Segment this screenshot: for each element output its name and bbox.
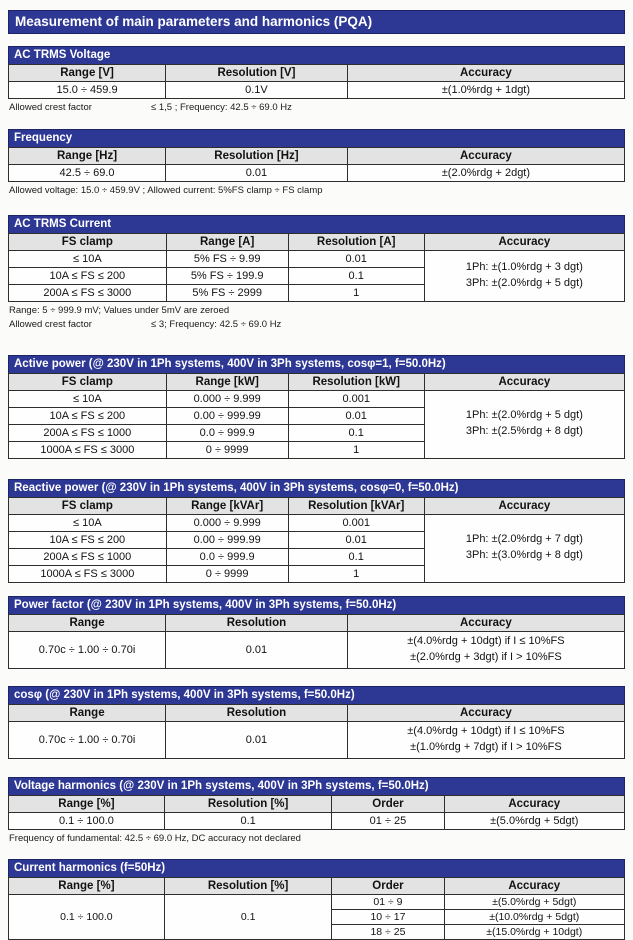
- section-current-harmonics: [8, 859, 625, 940]
- footnote: Allowed voltage: 15.0 ÷ 459.9V ; Allowed current: 5%FS clamp ÷ FS clamp: [9, 185, 323, 197]
- cell-fs-clamp: ≤ 10A: [9, 250, 167, 267]
- col-header-accuracy: Accuracy: [424, 497, 624, 514]
- cell-resolution-merged: 0.1: [164, 894, 332, 939]
- section-header-ac-trms-voltage: AC TRMS Voltage: [8, 46, 625, 64]
- cell-accuracy: ±(5.0%rdg + 5dgt): [444, 894, 625, 909]
- accuracy-1ph: 1Ph: ±(2.0%rdg + 5 dgt): [465, 409, 583, 422]
- accuracy-3ph: 3Ph: ±(3.0%rdg + 8 dgt): [465, 549, 583, 562]
- cell-range: 5% FS ÷ 199.9: [166, 267, 288, 284]
- section-power-factor: [8, 596, 625, 669]
- col-header-range: Range [%]: [9, 795, 165, 812]
- section-cos-phi: [8, 686, 625, 759]
- col-header-range: Range: [9, 704, 166, 721]
- col-header-accuracy: Accuracy: [424, 233, 624, 250]
- cell-order: 01 ÷ 25: [332, 812, 444, 829]
- cell-resolution: 0.1: [288, 424, 424, 441]
- col-header-order: Order: [332, 795, 444, 812]
- cell-resolution: 0.01: [288, 531, 424, 548]
- cell-range: 0.000 ÷ 9.999: [166, 514, 288, 531]
- accuracy-high-current: ±(1.0%rdg + 7dgt) if I > 10%FS: [410, 740, 562, 753]
- accuracy-low-current: ±(4.0%rdg + 10dgt) if I ≤ 10%FS: [407, 724, 565, 737]
- cell-accuracy-merged: [424, 250, 624, 301]
- table-row: [9, 721, 625, 758]
- cell-fs-clamp: ≤ 10A: [9, 514, 167, 531]
- col-header-accuracy: Accuracy: [347, 65, 624, 82]
- col-header-accuracy: Accuracy: [347, 614, 624, 631]
- col-header-accuracy: Accuracy: [424, 373, 624, 390]
- cell-fs-clamp: 200A ≤ FS ≤ 1000: [9, 424, 167, 441]
- section-header-voltage-harmonics: Voltage harmonics (@ 230V in 1Ph systems, 400V in 3Ph systems, f=50.0Hz): [8, 777, 625, 795]
- col-header-fs-clamp: FS clamp: [9, 373, 167, 390]
- section-header-ac-trms-current: AC TRMS Current: [8, 215, 625, 233]
- cell-range-merged: 0.1 ÷ 100.0: [9, 894, 165, 939]
- ac-trms-voltage-table: [8, 64, 625, 99]
- cell-resolution: 0.1V: [166, 82, 348, 99]
- cell-resolution: 1: [288, 284, 424, 301]
- cell-resolution: 0.01: [166, 165, 348, 182]
- col-header-resolution: Resolution: [166, 704, 348, 721]
- section-ac-trms-voltage: [8, 46, 625, 113]
- accuracy-1ph: 1Ph: ±(1.0%rdg + 3 dgt): [465, 260, 583, 273]
- footnote-value: ≤ 3; Frequency: 42.5 ÷ 69.0 Hz: [151, 319, 282, 331]
- col-header-resolution: Resolution [kVAr]: [288, 497, 424, 514]
- cell-order: 18 ÷ 25: [332, 924, 444, 939]
- cell-range: 0 ÷ 9999: [166, 441, 288, 458]
- col-header-range: Range [%]: [9, 877, 165, 894]
- cell-resolution: 0.1: [164, 812, 332, 829]
- cell-accuracy: ±(10.0%rdg + 5dgt): [444, 909, 625, 924]
- cell-accuracy: ±(5.0%rdg + 5dgt): [444, 812, 625, 829]
- section-header-reactive-power: Reactive power (@ 230V in 1Ph systems, 400V in 3Ph systems, cosφ=0, f=50.0Hz): [8, 479, 625, 497]
- col-header-range: Range [A]: [166, 233, 288, 250]
- col-header-fs-clamp: FS clamp: [9, 497, 167, 514]
- cell-resolution: 0.01: [288, 250, 424, 267]
- cell-order: 01 ÷ 9: [332, 894, 444, 909]
- cell-resolution: 0.01: [166, 721, 348, 758]
- section-header-power-factor: Power factor (@ 230V in 1Ph systems, 400V in 3Ph systems, f=50.0Hz): [8, 596, 625, 614]
- cell-range: 0.000 ÷ 9.999: [166, 390, 288, 407]
- section-header-frequency: Frequency: [8, 129, 625, 147]
- cell-accuracy: [347, 721, 624, 758]
- col-header-accuracy: Accuracy: [347, 148, 624, 165]
- cell-range: 0.0 ÷ 999.9: [166, 424, 288, 441]
- col-header-accuracy: Accuracy: [444, 877, 625, 894]
- current-harmonics-table: [8, 877, 625, 940]
- cell-range: 0.70c ÷ 1.00 ÷ 0.70i: [9, 721, 166, 758]
- cos-phi-table: [8, 704, 625, 759]
- reactive-power-table: [8, 497, 625, 583]
- cell-resolution: 1: [288, 565, 424, 582]
- accuracy-1ph: 1Ph: ±(2.0%rdg + 7 dgt): [465, 533, 583, 546]
- section-frequency: [8, 129, 625, 196]
- cell-resolution: 0.1: [288, 548, 424, 565]
- cell-resolution: 1: [288, 441, 424, 458]
- section-header-cos-phi: cosφ (@ 230V in 1Ph systems, 400V in 3Ph systems, f=50.0Hz): [8, 686, 625, 704]
- cell-fs-clamp: ≤ 10A: [9, 390, 167, 407]
- page-title: Measurement of main parameters and harmonics (PQA): [8, 10, 625, 34]
- table-row: [9, 514, 625, 531]
- section-ac-trms-current: [8, 215, 625, 331]
- voltage-harmonics-table: [8, 795, 625, 830]
- power-factor-table: [8, 614, 625, 669]
- cell-fs-clamp: 10A ≤ FS ≤ 200: [9, 267, 167, 284]
- col-header-resolution: Resolution [%]: [164, 877, 332, 894]
- cell-resolution: 0.1: [288, 267, 424, 284]
- cell-range: 0.00 ÷ 999.99: [166, 407, 288, 424]
- cell-accuracy-merged: [424, 514, 624, 582]
- cell-accuracy: ±(2.0%rdg + 2dgt): [347, 165, 624, 182]
- table-row: [9, 631, 625, 668]
- frequency-table: [8, 147, 625, 182]
- footnote: Range: 5 ÷ 999.9 mV; Values under 5mV are zeroed: [9, 304, 230, 316]
- cell-order: 10 ÷ 17: [332, 909, 444, 924]
- cell-range: 0 ÷ 9999: [166, 565, 288, 582]
- cell-fs-clamp: 10A ≤ FS ≤ 200: [9, 407, 167, 424]
- cell-fs-clamp: 10A ≤ FS ≤ 200: [9, 531, 167, 548]
- footnote-label: Allowed crest factor: [9, 102, 92, 113]
- cell-range: 15.0 ÷ 459.9: [9, 82, 166, 99]
- cell-range: 42.5 ÷ 69.0: [9, 165, 166, 182]
- section-header-active-power: Active power (@ 230V in 1Ph systems, 400V in 3Ph systems, cosφ=1, f=50.0Hz): [8, 355, 625, 373]
- footnote: Frequency of fundamental: 42.5 ÷ 69.0 Hz, DC accuracy not declared: [9, 832, 301, 844]
- cell-range: 0.70c ÷ 1.00 ÷ 0.70i: [9, 631, 166, 668]
- col-header-range: Range: [9, 614, 166, 631]
- cell-accuracy-merged: [424, 390, 624, 458]
- cell-resolution: 0.01: [288, 407, 424, 424]
- accuracy-3ph: 3Ph: ±(2.0%rdg + 5 dgt): [465, 276, 583, 289]
- footnote: [9, 319, 625, 330]
- footnote: [9, 102, 625, 113]
- cell-resolution: 0.001: [288, 514, 424, 531]
- section-active-power: [8, 355, 625, 459]
- accuracy-high-current: ±(2.0%rdg + 3dgt) if I > 10%FS: [410, 650, 562, 663]
- col-header-range: Range [V]: [9, 65, 166, 82]
- col-header-resolution: Resolution [V]: [166, 65, 348, 82]
- col-header-accuracy: Accuracy: [444, 795, 625, 812]
- table-row: [9, 82, 625, 99]
- ac-trms-current-table: [8, 233, 625, 302]
- accuracy-3ph: 3Ph: ±(2.5%rdg + 8 dgt): [465, 425, 583, 438]
- col-header-resolution: Resolution [A]: [288, 233, 424, 250]
- cell-range: 5% FS ÷ 9.99: [166, 250, 288, 267]
- col-header-resolution: Resolution [Hz]: [166, 148, 348, 165]
- section-reactive-power: [8, 479, 625, 583]
- footnote-value: ≤ 1,5 ; Frequency: 42.5 ÷ 69.0 Hz: [151, 102, 292, 113]
- section-voltage-harmonics: [8, 777, 625, 844]
- col-header-range: Range [Hz]: [9, 148, 166, 165]
- cell-range: 0.0 ÷ 999.9: [166, 548, 288, 565]
- cell-accuracy: ±(15.0%rdg + 10dgt): [444, 924, 625, 939]
- table-row: [9, 894, 625, 909]
- cell-resolution: 0.01: [166, 631, 348, 668]
- cell-fs-clamp: 200A ≤ FS ≤ 1000: [9, 548, 167, 565]
- cell-range: 0.00 ÷ 999.99: [166, 531, 288, 548]
- cell-fs-clamp: 1000A ≤ FS ≤ 3000: [9, 565, 167, 582]
- cell-fs-clamp: 1000A ≤ FS ≤ 3000: [9, 441, 167, 458]
- col-header-accuracy: Accuracy: [347, 704, 624, 721]
- active-power-table: [8, 373, 625, 459]
- table-row: [9, 812, 625, 829]
- col-header-range: Range [kVAr]: [166, 497, 288, 514]
- col-header-resolution: Resolution: [166, 614, 348, 631]
- section-header-current-harmonics: Current harmonics (f=50Hz): [8, 859, 625, 877]
- table-row: [9, 250, 625, 267]
- cell-resolution: 0.001: [288, 390, 424, 407]
- table-row: [9, 390, 625, 407]
- col-header-fs-clamp: FS clamp: [9, 233, 167, 250]
- cell-fs-clamp: 200A ≤ FS ≤ 3000: [9, 284, 167, 301]
- cell-range: 0.1 ÷ 100.0: [9, 812, 165, 829]
- cell-accuracy: [347, 631, 624, 668]
- col-header-resolution: Resolution [kW]: [288, 373, 424, 390]
- col-header-range: Range [kW]: [166, 373, 288, 390]
- col-header-resolution: Resolution [%]: [164, 795, 332, 812]
- cell-range: 5% FS ÷ 2999: [166, 284, 288, 301]
- cell-accuracy: ±(1.0%rdg + 1dgt): [347, 82, 624, 99]
- accuracy-low-current: ±(4.0%rdg + 10dgt) if I ≤ 10%FS: [407, 634, 565, 647]
- footnote-label: Allowed crest factor: [9, 319, 92, 331]
- table-row: [9, 165, 625, 182]
- col-header-order: Order: [332, 877, 444, 894]
